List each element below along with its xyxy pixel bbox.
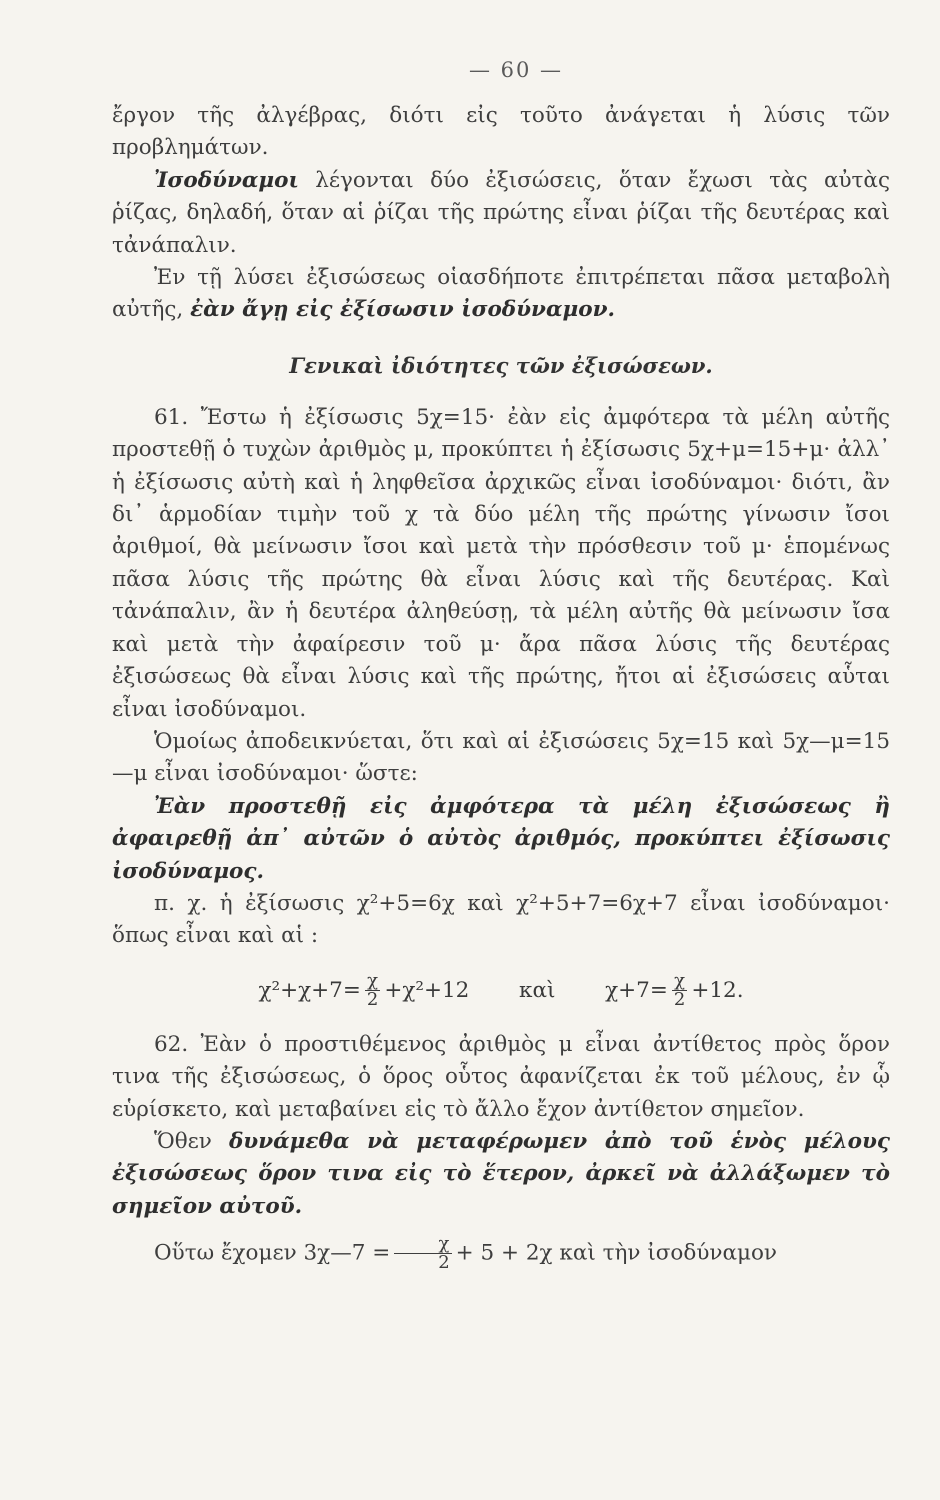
equation-2-fraction — [672, 972, 687, 1009]
definition-term: Ἰσοδύναμοι — [154, 167, 299, 193]
paragraph-61: 61. Ἔστω ἡ ἐξίσωσις 5χ=15· ἐὰν εἰς ἀμφότερα τὰ μέλη αὐτῆς προστεθῇ ὁ τυχὼν ἀριθμὸς μ, προκύπτει ἡ ἐξίσωσις 5χ+μ=15+μ· ἀλλ᾽ ἡ ἐξίσωσις αὐτὴ καὶ ἡ ληφθεῖσα ἀρχικῶς εἶναι ἰσοδύναμοι· διότι, ἂν δι᾽ ἁρμοδίαν τιμὴν τοῦ χ τὰ δύο μέλη τῆς πρώτης γίνωσιν ἴσοι ἀριθμοί, θὰ μείνωσιν ἴσοι καὶ μετὰ τὴν πρόσθεσιν τοῦ μ· ἑπομένως πᾶσα λύσις τῆς πρώτης θὰ εἶναι λύσις καὶ τῆς δευτέρας. Καὶ τἀνάπαλιν, ἂν ἡ δευτέρα ἀληθεύσῃ, τὰ μέλη αὐτῆς θὰ μείνωσιν ἴσα καὶ μετὰ τὴν ἀφαίρεσιν τοῦ μ· ἄρα πᾶσα λύσις τῆς δευτέρας ἐξισώσεως θὰ εἶναι λύσις καὶ τῆς πρώτης, ἤτοι αἱ ἐξισώσεις αὗται εἶναι ἰσοδύναμοι. — [112, 404, 890, 722]
fraction-numerator: χ — [672, 972, 687, 991]
page-number: — 60 — — [468, 58, 564, 82]
last-text-end: + 5 + 2χ καὶ τὴν ἰσοδύναμον — [455, 1240, 777, 1266]
equation-1-left: χ²+χ+7= — [258, 977, 361, 1003]
paragraph-similarly: Ὁμοίως ἀποδεικνύεται, ὅτι καὶ αἱ ἐξισώσεις 5χ=15 καὶ 5χ—μ=15—μ εἶναι ἰσοδύναμοι· ὥστε: — [112, 728, 890, 787]
equation-1-fraction — [365, 972, 380, 1009]
fraction-denominator: 2 — [673, 989, 686, 1011]
last-fraction — [394, 1235, 451, 1272]
paragraph-last — [112, 1235, 890, 1272]
paragraph-hence — [112, 1126, 890, 1223]
equation-line — [112, 971, 890, 1011]
fraction-numerator: χ — [365, 972, 380, 991]
paragraph-continuation: ἔργον τῆς ἀλγέβρας, διότι εἰς τοῦτο ἀνάγεται ἡ λύσις τῶν προβλημάτων. — [112, 103, 890, 161]
fraction-denominator: 2 — [438, 1252, 450, 1274]
paragraph-rule — [112, 262, 890, 327]
fraction-numerator: χ — [394, 1235, 451, 1254]
equation-2-right: +12. — [691, 977, 744, 1003]
definition-text: λέγονται δύο ἐξισώσεις, ὅταν ἔχωσι τὰς αὐτὰς ῥίζας, δηλαδή, ὅταν αἱ ῥίζαι τῆς πρώτης εἶναι ῥίζαι τῆς δευτέρας καὶ τἀνάπαλιν. — [112, 167, 890, 258]
paragraph-62: 62. Ἐὰν ὁ προστιθέμενος ἀριθμὸς μ εἶναι ἀντίθετος πρὸς ὅρον τινα τῆς ἐξισώσεως, ὁ ὅρος οὗτος ἀφανίζεται ἐκ τοῦ μέλους, ἐν ᾧ εὑρίσκετο, καὶ μεταβαίνει εἰς τὸ ἄλλο ἔχον ἀντίθετον σημεῖον. — [112, 1031, 890, 1122]
last-text-start: Οὕτω ἔχομεν 3χ—7 = — [154, 1240, 391, 1266]
rule-emphasis: ἐὰν ἄγῃ εἰς ἐξίσωσιν ἰσοδύναμον. — [190, 297, 615, 323]
equation-conjunction: καὶ — [519, 977, 556, 1003]
rule-text: Ἐν τῇ λύσει ἐξισώσεως οἱασδήποτε ἐπιτρέπεται πᾶσα μεταβολὴ αὐτῆς, — [112, 265, 890, 323]
equation-2-left: χ+7= — [605, 977, 668, 1003]
paragraph-example: π. χ. ἡ ἐξίσωσις χ²+5=6χ καὶ χ²+5+7=6χ+7 εἶναι ἰσοδύναμοι· ὅπως εἶναι καὶ αἱ : — [112, 890, 890, 949]
theorem-add-subtract: Ἐὰν προστεθῇ εἰς ἀμφότερα τὰ μέλη ἐξισώσεως ἢ ἀφαιρεθῇ ἀπ᾽ αὐτῶν ὁ αὐτὸς ἀριθμός, προκύπτει ἐξίσωσις ἰσοδύναμος. — [112, 793, 890, 884]
theorem-transfer-term: δυνάμεθα νὰ μεταφέρωμεν ἀπὸ τοῦ ἑνὸς μέλους ἐξισώσεως ὅρον τινα εἰς τὸ ἕτερον, ἀρκεῖ νὰ ἀλλάξωμεν τὸ σημεῖον αὐτοῦ. — [112, 1128, 890, 1219]
hence-text: Ὅθεν — [154, 1128, 229, 1154]
equation-1-right: +χ²+12 — [384, 977, 470, 1003]
fraction-denominator: 2 — [366, 989, 379, 1011]
section-heading: Γενικαὶ ἰδιότητες τῶν ἐξισώσεων. — [289, 352, 713, 378]
paragraph-definition — [112, 165, 890, 262]
